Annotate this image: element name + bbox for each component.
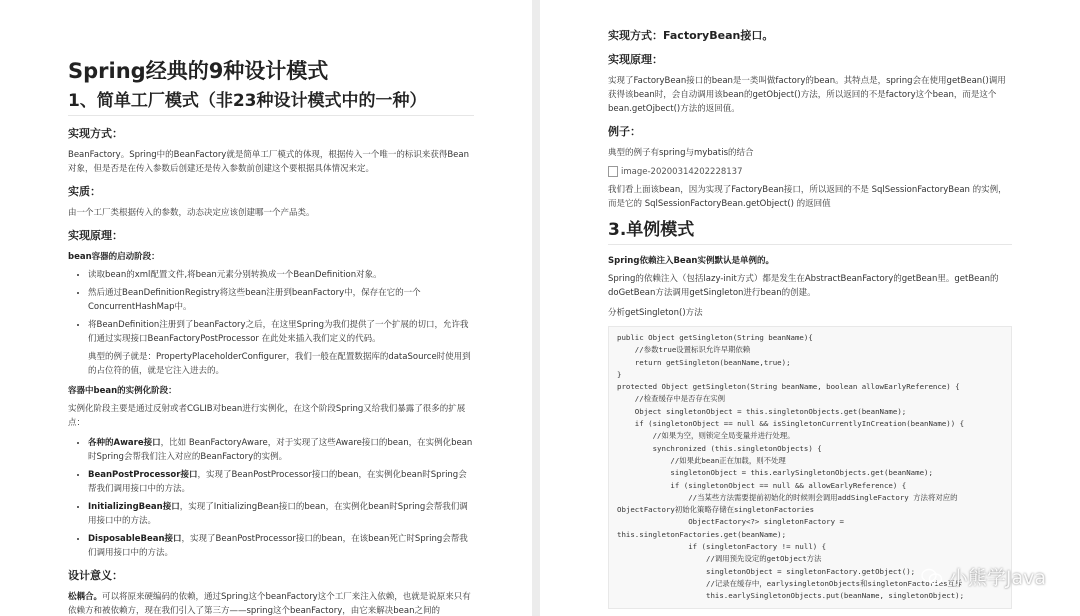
analysis-paragraph: 分析getSingleton()方法: [608, 308, 703, 318]
list-item-bold: InitializingBean接口: [88, 502, 180, 512]
list-item: • 然后通过BeanDefinitionRegistry将这些bean注册到beanFactory中，保存在它的一个ConcurrentHashMap中。: [88, 286, 474, 314]
factorybean-principle-paragraph: 实现了FactoryBean接口的bean是一类叫做factory的bean。其特点是，spring会在使用getBean()调用获得该bean时，会自动调用该bean的getObject()方法，所以返回的不是factory这个bean，而是这个bean.getOjbect()方法的返回值。: [608, 76, 1006, 114]
principle-heading: 实现原理：: [68, 229, 123, 242]
code-line: if (singletonObject == null && isSingletonCurrentlyInCreation(beanName)) {: [617, 419, 965, 429]
list-item: [88, 436, 474, 464]
design-meaning-heading: 设计意义：: [68, 569, 123, 582]
instantiate-list: [68, 436, 474, 560]
code-line: if (singletonObject == null && allowEarlyReference) {: [617, 480, 907, 490]
list-item-bold: BeanPostProcessor接口: [88, 470, 198, 480]
singleton-paragraph: Spring的依赖注入（包括lazy-init方式）都是发生在AbstractBeanFactory的getBean里。getBean的doGetBean方法调用getSingleton进行bean的创建。: [608, 274, 999, 298]
factorybean-principle-heading: 实现原理：: [608, 53, 663, 66]
startup-phase-list: [68, 268, 474, 378]
code-line: singletonObject = this.earlySingletonObjects.get(beanName);: [617, 468, 933, 478]
code-line: singletonObject = singletonFactory.getObject();: [617, 566, 916, 576]
design-text: 可以将原来硬编码的依赖，通过Spring这个beanFactory这个工厂来注入依赖，也就是说原来只有依赖方和被依赖方，现在我们引入了第三方——spring这个beanFactory，由它来解决bean之间的: [68, 592, 471, 616]
left-page-content: [68, 58, 474, 616]
instantiate-phase-heading: 容器中bean的实例化阶段：: [68, 386, 177, 396]
impl-text: BeanFactory。Spring中的BeanFactory就是简单工厂模式的体现，根据传入一个唯一的标识来获得Bean对象，但是否是在传入参数后创建还是传入参数前创建这个要根据具体情况来定。: [68, 150, 470, 174]
code-line: protected Object getSingleton(String beanName, boolean allowEarlyReference) {: [617, 382, 960, 392]
code-line: }: [617, 369, 622, 379]
section-heading-singleton: 3.单例模式: [608, 219, 1012, 245]
essence-heading: 实质：: [68, 185, 101, 198]
singleton-bold-line: Spring依赖注入Bean实例默认是单例的。: [608, 256, 774, 266]
example-explanation-paragraph: 我们看上面该bean，因为实现了FactoryBean接口，所以返回的不是 SqlSessionFactoryBean 的实例，而是它的 SqlSessionFactoryBean.getObject() 的返回值: [608, 185, 1007, 209]
code-line: //调用预先设定的getObject方法: [617, 554, 822, 564]
example-heading: 例子：: [608, 125, 641, 138]
code-line: //当某些方法需要提前初始化的时候则会调用addSingleFactory 方法将对应的: [617, 492, 958, 502]
code-line: synchronized (this.singletonObjects) {: [617, 443, 822, 453]
code-line: return getSingleton(beanName,true);: [617, 357, 791, 367]
document-title: Spring经典的9种设计模式: [68, 59, 329, 83]
instantiate-paragraph: 实例化阶段主要是通过反射或者CGLIB对bean进行实例化，在这个阶段Spring又给我们暴露了很多的扩展点：: [68, 404, 466, 428]
example-paragraph: 典型的例子有spring与mybatis的结合: [608, 148, 754, 158]
code-line: this.earlySingletonObjects.put(beanName, singletonObject);: [617, 591, 965, 601]
list-item-text: ，比如 BeanFactoryAware，对于实现了这些Aware接口的bean，在实例化bean时Spring会帮我们注入对应的BeanFactory的实例。: [88, 438, 473, 462]
code-line: public Object getSingleton(String beanName){: [617, 333, 813, 342]
list-item: [88, 468, 474, 496]
list-item-text: ，实现了InitializingBean接口的bean，在实例化bean时Spring会帮我们调用接口中的方法。: [88, 502, 468, 526]
watermark: [921, 563, 1046, 590]
code-line: //记录在缓存中，earlysingletonObjects和singletonFactories互斥: [617, 578, 963, 588]
right-page: [540, 0, 1080, 616]
watermark-text: 小熊学Java: [948, 567, 1046, 589]
section-heading-simple-factory: 1、简单工厂模式（非23种设计模式中的一种）: [68, 90, 474, 116]
code-line: ObjectFactory初始化策略存储在singletonFactories: [617, 505, 815, 515]
list-item: [88, 532, 474, 560]
startup-example-paragraph: 典型的例子就是：PropertyPlaceholderConfigurer，我们一般在配置数据库的dataSource时使用到的占位符的值，就是它注入进去的。: [88, 352, 471, 376]
code-line: if (singletonFactory != null) {: [617, 542, 827, 552]
image-alt-text: image-20200314202228137: [621, 166, 743, 177]
list-item-text: ，实现了BeanPostProcessor接口的bean，在实例化bean时Spring会帮我们调用接口中的方法。: [88, 470, 467, 494]
list-item-text: 将BeanDefinition注册到了beanFactory之后，在这里Spring为我们提供了一个扩展的切口，允许我们通过实现接口BeanFactoryPostProcessor 在此处来插入我们定义的代码。: [88, 320, 469, 344]
factorybean-impl-heading: 实现方式：FactoryBean接口。: [608, 29, 774, 42]
code-line: ObjectFactory<?> singletonFactory =: [617, 517, 844, 527]
startup-phase-heading: bean容器的启动阶段：: [68, 252, 160, 262]
list-item: [88, 500, 474, 528]
list-item-bold: DisposableBean接口: [88, 534, 182, 544]
essence-paragraph: 由一个工厂类根据传入的参数，动态决定应该创建哪一个产品类。: [68, 208, 315, 218]
code-line: //检查缓存中是否存在实例: [617, 394, 725, 404]
list-item-text: ，实现了BeanPostProcessor接口的bean，在该bean死亡时Spring会帮我们调用接口中的方法。: [88, 534, 468, 558]
design-paragraph: [68, 590, 474, 616]
list-item-bold: 各种的Aware接口: [88, 438, 161, 448]
right-page-content: [608, 28, 1012, 609]
broken-image: [608, 166, 1012, 177]
code-line: //参数true设置标识允许早期依赖: [617, 345, 751, 355]
wechat-logo-icon: [921, 568, 943, 586]
code-line: Object singletonObject = this.singletonObjects.get(beanName);: [617, 406, 907, 416]
design-bold: 松耦合。: [68, 592, 103, 602]
list-item: [88, 318, 474, 378]
impl-paragraph: [68, 148, 474, 176]
impl-heading: 实现方式：: [68, 127, 123, 140]
code-line: //如果此bean正在加载，则不处理: [617, 455, 786, 465]
list-item: • 读取bean的xml配置文件,将bean元素分别转换成一个BeanDefinition对象。: [88, 268, 474, 282]
code-line: //如果为空，则锁定全局变量并进行处理。: [617, 431, 795, 441]
left-page: [0, 0, 532, 616]
code-line: this.singletonFactories.get(beanName);: [617, 529, 787, 539]
broken-image-icon: [608, 166, 618, 177]
